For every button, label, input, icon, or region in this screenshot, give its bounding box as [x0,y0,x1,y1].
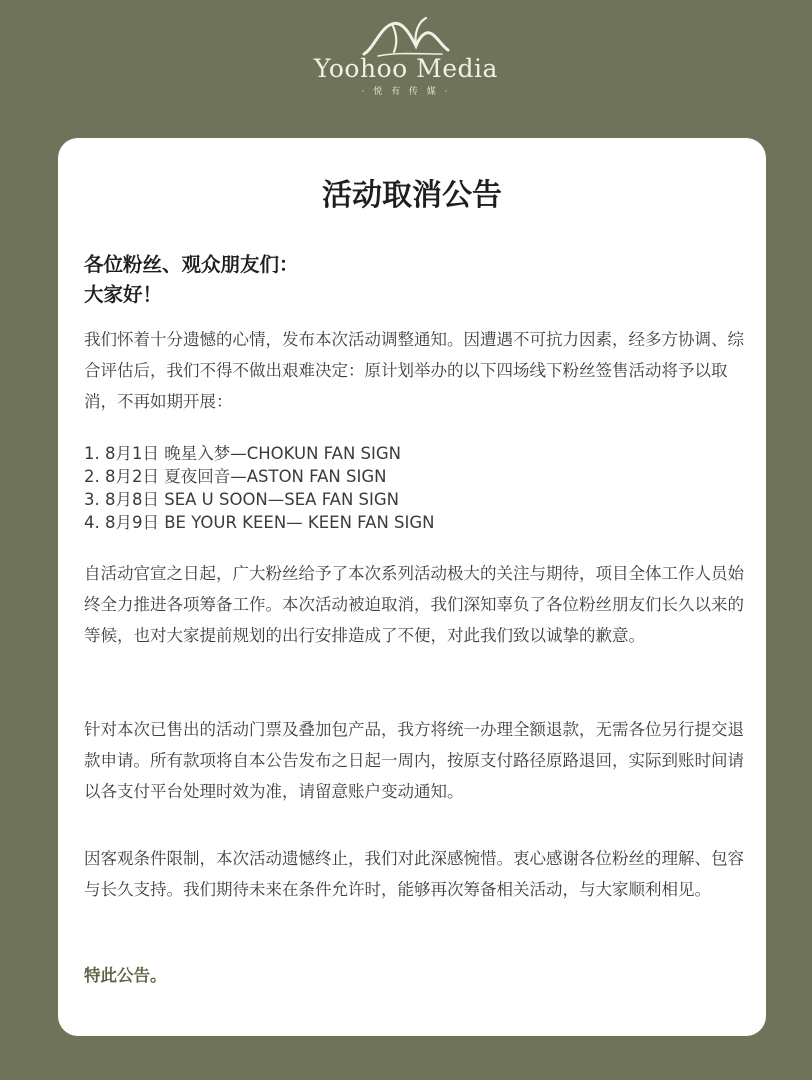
brand-subtitle: · 悦 有 传 媒 · [361,87,451,97]
brand-logo [0,14,812,98]
greeting-line-1: 各位粉丝、观众朋友们： [84,253,299,276]
greeting [84,250,299,310]
event-item-2: 2. 8月2日 夏夜回音—ASTON FAN SIGN [84,467,387,486]
event-list [84,442,744,534]
refund-paragraph: 针对本次已售出的活动门票及叠加包产品，我方将统一办理全额退款，无需各位另行提交退款申请。所有款项将自本公告发布之日起一周内，按原支付路径原路退回，实际到账时间请以各支付平台处理时效为准，请留意账户变动通知。 [84,720,744,801]
mountain-wave-logo-icon [358,14,454,58]
thanks-paragraph: 因客观条件限制，本次活动遗憾终止，我们对此深感惋惜。衷心感谢各位粉丝的理解、包容与长久支持。我们期待未来在条件允许时，能够再次筹备相关活动，与大家顺利相见。 [84,849,744,899]
closing-statement: 特此公告。 [84,966,167,985]
intro-paragraph: 我们怀着十分遗憾的心情，发布本次活动调整通知。因遭遇不可抗力因素，经多方协调、综合评估后，我们不得不做出艰难决定：原计划举办的以下四场线下粉丝签售活动将予以取消，不再如期开展： [84,330,744,411]
greeting-line-2: 大家好！ [84,283,163,306]
notice-card [58,138,766,1036]
event-item-1: 1. 8月1日 晚星入梦—CHOKUN FAN SIGN [84,444,402,463]
brand-name: Yoohoo Media [314,54,498,83]
notice-title: 活动取消公告 [322,178,502,213]
event-item-4: 4. 8月9日 BE YOUR KEEN— KEEN FAN SIGN [84,513,435,532]
apology-paragraph: 自活动官宣之日起，广大粉丝给予了本次系列活动极大的关注与期待，项目全体工作人员始终全力推进各项筹备工作。本次活动被迫取消，我们深知辜负了各位粉丝朋友们长久以来的等候，也对大家提前规划的出行安排造成了不便，对此我们致以诚挚的歉意。 [84,564,744,645]
event-item-3: 3. 8月8日 SEA U SOON—SEA FAN SIGN [84,490,400,509]
